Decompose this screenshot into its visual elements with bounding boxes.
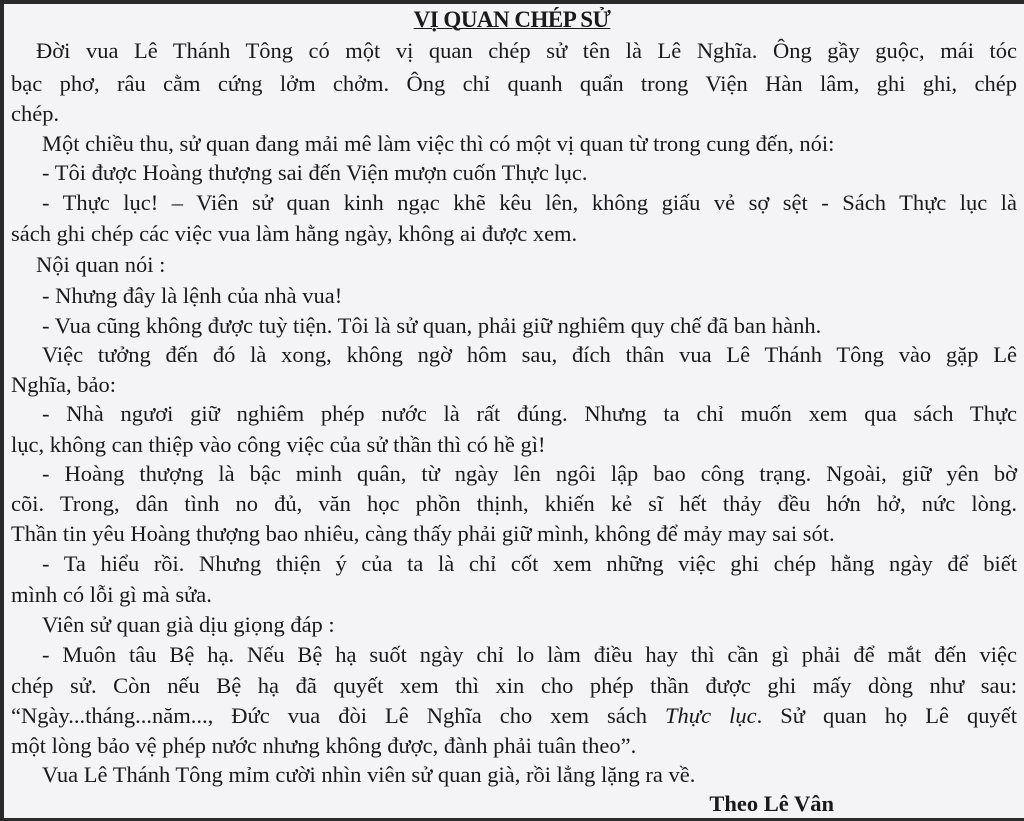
page-border-left (0, 0, 4, 821)
quote-book-title: Thực lục (665, 703, 757, 728)
paragraph-line: Vua Lê Thánh Tông mỉm cười nhìn viên sử quan già, rồi lẳng lặng ra về. (42, 762, 696, 787)
dialogue-line: - Tôi được Hoàng thượng sai đến Viện mượn cuốn Thực lục. (42, 160, 588, 185)
paragraph-line: Nội quan nói : (36, 252, 166, 277)
paragraph-line: Viên sử quan già dịu giọng đáp : (42, 612, 335, 637)
dialogue-line: - Ta hiểu rồi. Nhưng thiện ý của ta là chỉ cốt xem những việc ghi chép hằng ngày để biết (42, 551, 1017, 576)
dialogue-line: - Hoàng thượng là bậc minh quân, từ ngày lên ngôi lập bao công trạng. Ngoài, giữ yên bờ (42, 461, 1017, 486)
dialogue-line: - Muôn tâu Bệ hạ. Nếu Bệ hạ suốt ngày chỉ lo làm điều hay thì cần gì phải để mắt đến việc (42, 642, 1017, 667)
paragraph-line: Một chiều thu, sử quan đang mải mê làm việc thì có một vị quan từ trong cung đến, nói: (42, 131, 835, 156)
quote-text: “Ngày...tháng...năm..., Đức vua đòi Lê Nghĩa cho xem sách (11, 703, 666, 728)
dialogue-line: - Nhà ngươi giữ nghiêm phép nước là rất đúng. Nhưng ta chỉ muốn xem qua sách Thực (42, 401, 1017, 426)
paragraph-line: chép sử. Còn nếu Bệ hạ đã quyết xem thì xin cho phép thần được ghi mấy dòng như sau: (11, 673, 1017, 698)
dialogue-line: - Nhưng đây là lệnh của nhà vua! (42, 283, 343, 308)
paragraph-line: bạc phơ, râu cằm cứng lởm chởm. Ông chỉ quanh quẩn trong Viện Hàn lâm, ghi ghi, chép (11, 71, 1017, 96)
page-border-top (0, 0, 1024, 4)
dialogue-line: - Thực lục! – Viên sử quan kinh ngạc khẽ kêu lên, không giấu vẻ sợ sệt - Sách Thực lục là (42, 190, 1017, 215)
paragraph-line: lục, không can thiệp vào công việc của sử thần thì có hề gì! (11, 432, 546, 457)
paragraph-line: Thần tin yêu Hoàng thượng bao nhiêu, càng thấy phải giữ mình, không để mảy may sai sót. (11, 521, 835, 546)
paragraph-line: sách ghi chép các việc vua làm hằng ngày, không ai được xem. (11, 221, 578, 246)
dialogue-line: - Vua cũng không được tuỳ tiện. Tôi là sử quan, phải giữ nghiêm quy chế đã ban hành. (42, 313, 822, 338)
quote-text: . Sử quan họ Lê quyết (756, 703, 1018, 728)
paragraph-line: Nghĩa, bảo: (11, 372, 116, 397)
paragraph-line: chép. (11, 101, 60, 126)
document-title: VỊ QUAN CHÉP SỬ (413, 7, 611, 32)
paragraph-line: một lòng bảo vệ phép nước nhưng không được, đành phải tuân theo”. (11, 733, 637, 758)
paragraph-line: Việc tưởng đến đó là xong, không ngờ hôm sau, đích thân vua Lê Thánh Tông vào gặp Lê (42, 342, 1017, 367)
paragraph-line: Đời vua Lê Thánh Tông có một vị quan chép sử tên là Lê Nghĩa. Ông gầy guộc, mái tóc (36, 38, 1017, 63)
paragraph-line: cõi. Trong, dân tình no đủ, văn học phồn thịnh, khiến kẻ sĩ hết thảy đều hớn hở, nức lòng. (11, 491, 1017, 516)
author-credit: Theo Lê Vân (709, 791, 834, 816)
paragraph-line: mình có lỗi gì mà sửa. (11, 582, 212, 607)
paragraph-line (11, 701, 1017, 730)
